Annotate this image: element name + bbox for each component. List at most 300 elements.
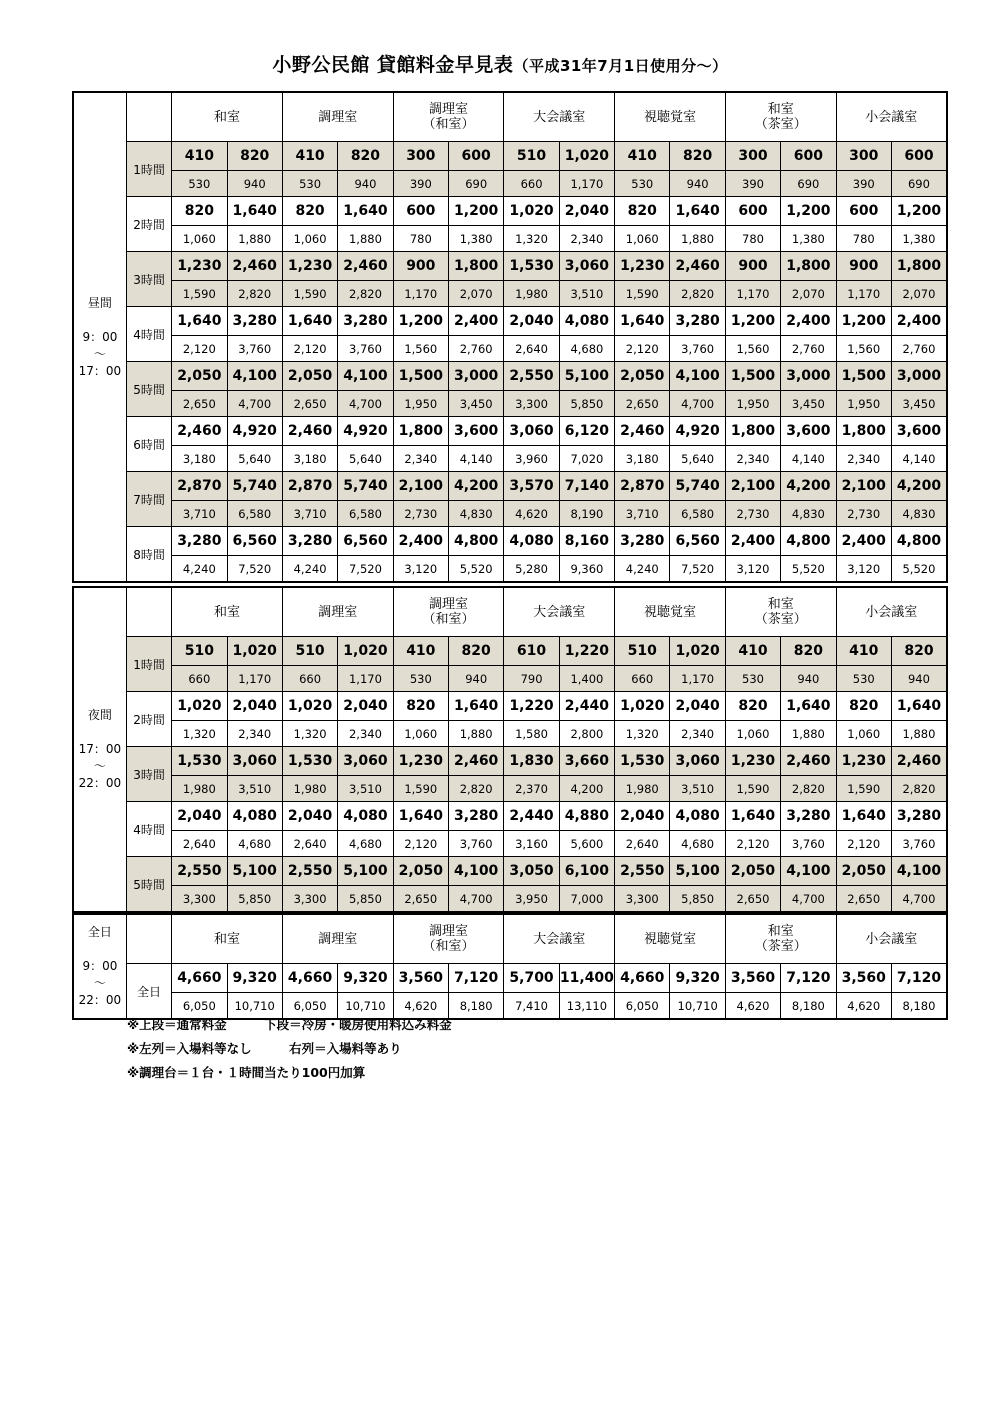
fee-row-lower [73, 281, 947, 307]
fee-upper-cell: 1,020 [615, 692, 670, 721]
fee-lower-cell: 2,120 [172, 336, 227, 362]
fee-lower-cell: 4,830 [448, 501, 503, 527]
room-subname: （和室） [422, 117, 475, 132]
fee-upper-cell: 4,660 [172, 964, 227, 993]
fee-upper-cell: 2,460 [338, 252, 393, 281]
fee-lower-cell: 9,360 [559, 556, 614, 583]
fee-upper-cell: 2,870 [282, 472, 337, 501]
duration-label: 2時間 [126, 197, 171, 252]
fee-upper-cell: 510 [282, 637, 337, 666]
fee-upper-cell: 3,000 [891, 362, 947, 391]
fee-upper-cell: 3,060 [670, 747, 725, 776]
room-name: 視聴覚室 [643, 931, 696, 947]
fee-row-upper [73, 362, 947, 391]
fee-lower-cell: 2,820 [891, 776, 947, 802]
fee-upper-cell: 5,100 [338, 857, 393, 886]
fee-lower-cell: 4,700 [781, 886, 836, 913]
fee-lower-cell: 10,710 [338, 993, 393, 1020]
fee-lower-cell: 2,340 [559, 226, 614, 252]
fee-lower-cell: 530 [282, 171, 337, 197]
fee-lower-cell: 4,140 [781, 446, 836, 472]
room-name: 小会議室 [865, 604, 918, 620]
fee-lower-cell: 3,760 [781, 831, 836, 857]
fee-lower-cell: 3,450 [891, 391, 947, 417]
note-line: ※左列＝入場料等なし 右列＝入場料等あり [127, 1041, 402, 1056]
period-to: 17：00 [78, 363, 122, 378]
period-label: 夜間 [87, 708, 112, 722]
fee-upper-cell: 2,400 [448, 307, 503, 336]
fee-lower-cell: 5,520 [448, 556, 503, 583]
fee-upper-cell: 820 [725, 692, 780, 721]
fee-row-upper [73, 197, 947, 226]
note-line: ※上段＝通常料金 下段＝冷房・暖房使用料込み料金 [127, 1017, 452, 1032]
fee-lower-cell: 3,160 [504, 831, 559, 857]
page-title [0, 50, 1000, 77]
fee-upper-cell: 4,880 [559, 802, 614, 831]
fee-upper-cell: 3,050 [504, 857, 559, 886]
period-tilde: ～ [93, 759, 106, 773]
fee-lower-cell: 660 [172, 666, 227, 692]
fee-lower-cell: 940 [448, 666, 503, 692]
room-header [172, 587, 283, 637]
fee-upper-cell: 1,530 [172, 747, 227, 776]
fee-lower-cell: 780 [725, 226, 780, 252]
fee-lower-cell: 13,110 [559, 993, 614, 1020]
room-name: 和室 [767, 597, 794, 612]
room-subname: （茶室） [754, 117, 807, 132]
fee-lower-cell: 3,300 [615, 886, 670, 913]
fee-upper-cell: 9,320 [338, 964, 393, 993]
fee-lower-cell: 1,980 [504, 281, 559, 307]
fee-lower-cell: 2,730 [725, 501, 780, 527]
fee-upper-cell: 5,100 [227, 857, 282, 886]
period-spacer [74, 724, 126, 741]
fee-upper-cell: 5,740 [670, 472, 725, 501]
period-cell [73, 914, 126, 1019]
fee-upper-cell: 410 [725, 637, 780, 666]
fee-upper-cell: 1,200 [836, 307, 891, 336]
fee-upper-cell: 3,280 [448, 802, 503, 831]
fee-lower-cell: 4,680 [559, 336, 614, 362]
fee-lower-cell: 790 [504, 666, 559, 692]
fee-lower-cell: 1,380 [891, 226, 947, 252]
fee-lower-cell: 780 [393, 226, 448, 252]
fee-lower-cell: 1,060 [725, 721, 780, 747]
fee-lower-cell: 2,120 [725, 831, 780, 857]
fee-lower-cell: 4,620 [836, 993, 891, 1020]
fee-upper-cell: 7,120 [891, 964, 947, 993]
fee-lower-cell: 3,510 [227, 776, 282, 802]
fee-lower-cell: 2,820 [781, 776, 836, 802]
fee-lower-cell: 3,120 [393, 556, 448, 583]
room-name: 和室 [214, 931, 241, 947]
fee-lower-cell: 2,640 [172, 831, 227, 857]
fee-upper-cell: 4,080 [338, 802, 393, 831]
period-cell [73, 92, 126, 582]
fee-row-lower [73, 831, 947, 857]
fee-lower-cell: 5,640 [227, 446, 282, 472]
duration-label: 1時間 [126, 142, 171, 197]
fee-lower-cell: 7,000 [559, 886, 614, 913]
fee-upper-cell: 6,120 [559, 417, 614, 446]
fee-upper-cell: 4,100 [670, 362, 725, 391]
fee-upper-cell: 6,560 [338, 527, 393, 556]
fee-lower-cell: 2,340 [670, 721, 725, 747]
fee-lower-cell: 4,680 [227, 831, 282, 857]
fee-upper-cell: 5,700 [504, 964, 559, 993]
fee-upper-cell: 1,500 [725, 362, 780, 391]
fee-lower-cell: 4,830 [891, 501, 947, 527]
fee-upper-cell: 1,020 [504, 197, 559, 226]
fee-upper-cell: 1,640 [725, 802, 780, 831]
room-header [282, 587, 393, 637]
fee-upper-cell: 820 [836, 692, 891, 721]
fee-lower-cell: 1,590 [725, 776, 780, 802]
fee-row-lower [73, 391, 947, 417]
period-label: 全日 [87, 925, 112, 939]
fee-upper-cell: 11,400 [559, 964, 614, 993]
fee-lower-cell: 3,760 [448, 831, 503, 857]
fee-lower-cell: 5,850 [670, 886, 725, 913]
fee-upper-cell: 1,500 [393, 362, 448, 391]
fee-upper-cell: 7,120 [781, 964, 836, 993]
fee-upper-cell: 1,230 [725, 747, 780, 776]
fee-lower-cell: 2,340 [227, 721, 282, 747]
fee-upper-cell: 1,640 [393, 802, 448, 831]
room-name: 調理室 [318, 931, 358, 947]
fee-lower-cell: 1,590 [282, 281, 337, 307]
fee-lower-cell: 530 [393, 666, 448, 692]
fee-upper-cell: 1,640 [448, 692, 503, 721]
fee-row-lower [73, 556, 947, 583]
fee-upper-cell: 300 [725, 142, 780, 171]
fee-upper-cell: 1,200 [393, 307, 448, 336]
fee-lower-cell: 5,600 [559, 831, 614, 857]
fee-row-lower [73, 666, 947, 692]
fee-lower-cell: 2,070 [448, 281, 503, 307]
room-header [725, 914, 836, 964]
fee-row-upper [73, 307, 947, 336]
fee-lower-cell: 1,580 [504, 721, 559, 747]
fee-upper-cell: 1,640 [891, 692, 947, 721]
fee-lower-cell: 3,510 [559, 281, 614, 307]
fee-upper-cell: 4,080 [559, 307, 614, 336]
fee-lower-cell: 1,320 [504, 226, 559, 252]
duration-label: 1時間 [126, 637, 171, 692]
fee-lower-cell: 2,820 [338, 281, 393, 307]
fee-lower-cell: 1,060 [393, 721, 448, 747]
fee-lower-cell: 940 [891, 666, 947, 692]
period-tilde: ～ [93, 346, 106, 361]
fee-upper-cell: 410 [172, 142, 227, 171]
fee-lower-cell: 660 [504, 171, 559, 197]
fee-lower-cell: 780 [836, 226, 891, 252]
fee-lower-cell: 1,320 [615, 721, 670, 747]
fee-lower-cell: 1,980 [282, 776, 337, 802]
fee-upper-cell: 2,040 [559, 197, 614, 226]
fee-upper-cell: 3,000 [781, 362, 836, 391]
fee-upper-cell: 820 [670, 142, 725, 171]
note-line: ※調理台＝１台・１時間当たり100円加算 [127, 1065, 366, 1080]
fee-lower-cell: 690 [448, 171, 503, 197]
fee-lower-cell: 2,340 [393, 446, 448, 472]
fee-lower-cell: 1,060 [836, 721, 891, 747]
fee-upper-cell: 3,060 [338, 747, 393, 776]
fee-upper-cell: 2,870 [172, 472, 227, 501]
fee-upper-cell: 3,000 [448, 362, 503, 391]
fee-upper-cell: 2,440 [504, 802, 559, 831]
fee-upper-cell: 2,040 [172, 802, 227, 831]
fee-upper-cell: 3,060 [559, 252, 614, 281]
fee-lower-cell: 4,620 [504, 501, 559, 527]
fee-lower-cell: 3,760 [891, 831, 947, 857]
fee-lower-cell: 4,240 [282, 556, 337, 583]
fee-lower-cell: 1,060 [172, 226, 227, 252]
fee-upper-cell: 2,040 [670, 692, 725, 721]
fee-upper-cell: 3,280 [172, 527, 227, 556]
fee-lower-cell: 3,450 [448, 391, 503, 417]
fee-upper-cell: 820 [393, 692, 448, 721]
header-row [73, 914, 947, 964]
fee-upper-cell: 1,640 [615, 307, 670, 336]
fee-lower-cell: 3,180 [172, 446, 227, 472]
fee-upper-cell: 2,400 [393, 527, 448, 556]
fee-lower-cell: 690 [781, 171, 836, 197]
fee-upper-cell: 1,800 [781, 252, 836, 281]
header-blank [126, 92, 171, 142]
period-tilde: ～ [93, 976, 106, 990]
room-subname: （茶室） [754, 612, 807, 627]
fee-lower-cell: 3,760 [227, 336, 282, 362]
fee-upper-cell: 2,550 [282, 857, 337, 886]
room-name: 小会議室 [865, 109, 918, 125]
fee-lower-cell: 2,800 [559, 721, 614, 747]
fee-lower-cell: 1,590 [172, 281, 227, 307]
fee-lower-cell: 940 [781, 666, 836, 692]
fee-lower-cell: 1,170 [559, 171, 614, 197]
fee-upper-cell: 410 [836, 637, 891, 666]
fee-lower-cell: 2,340 [338, 721, 393, 747]
fee-lower-cell: 660 [282, 666, 337, 692]
duration-label: 2時間 [126, 692, 171, 747]
fee-lower-cell: 940 [338, 171, 393, 197]
fee-upper-cell: 4,200 [448, 472, 503, 501]
fee-upper-cell: 1,230 [282, 252, 337, 281]
fee-upper-cell: 4,660 [282, 964, 337, 993]
fee-upper-cell: 1,800 [393, 417, 448, 446]
fee-lower-cell: 4,700 [338, 391, 393, 417]
fee-upper-cell: 1,530 [282, 747, 337, 776]
fee-lower-cell: 8,180 [448, 993, 503, 1020]
fee-upper-cell: 7,120 [448, 964, 503, 993]
fee-row-lower [73, 226, 947, 252]
fee-lower-cell: 5,520 [781, 556, 836, 583]
fee-lower-cell: 8,180 [781, 993, 836, 1020]
room-header [504, 92, 615, 142]
fee-upper-cell: 510 [615, 637, 670, 666]
fee-lower-cell: 1,560 [393, 336, 448, 362]
fee-row-upper [73, 637, 947, 666]
fee-lower-cell: 940 [227, 171, 282, 197]
period-from: 17：00 [78, 742, 122, 756]
fee-upper-cell: 1,230 [615, 252, 670, 281]
fee-upper-cell: 820 [338, 142, 393, 171]
room-name: 調理室 [318, 604, 358, 620]
fee-lower-cell: 1,880 [227, 226, 282, 252]
fee-upper-cell: 3,280 [227, 307, 282, 336]
fee-lower-cell: 5,640 [338, 446, 393, 472]
room-header [725, 587, 836, 637]
fee-lower-cell: 2,650 [282, 391, 337, 417]
fee-upper-cell: 4,920 [670, 417, 725, 446]
fee-upper-cell: 1,200 [781, 197, 836, 226]
fee-upper-cell: 1,640 [172, 307, 227, 336]
fee-upper-cell: 410 [393, 637, 448, 666]
fee-upper-cell: 2,100 [836, 472, 891, 501]
duration-label: 8時間 [126, 527, 171, 583]
fee-lower-cell: 530 [836, 666, 891, 692]
room-name: 大会議室 [533, 604, 586, 620]
fee-upper-cell: 600 [448, 142, 503, 171]
fee-upper-cell: 7,140 [559, 472, 614, 501]
fee-upper-cell: 820 [891, 637, 947, 666]
period-spacer [74, 941, 126, 958]
fee-lower-cell: 1,320 [172, 721, 227, 747]
fee-upper-cell: 5,100 [670, 857, 725, 886]
fee-upper-cell: 1,230 [172, 252, 227, 281]
fee-lower-cell: 2,650 [725, 886, 780, 913]
fee-lower-cell: 2,640 [504, 336, 559, 362]
fee-upper-cell: 2,400 [781, 307, 836, 336]
room-name: 和室 [214, 604, 241, 620]
room-subname: （和室） [422, 612, 475, 627]
fee-upper-cell: 410 [282, 142, 337, 171]
fee-upper-cell: 3,600 [891, 417, 947, 446]
fee-lower-cell: 3,510 [670, 776, 725, 802]
fee-upper-cell: 2,460 [781, 747, 836, 776]
room-header [393, 92, 504, 142]
fee-lower-cell: 2,820 [227, 281, 282, 307]
fee-lower-cell: 5,850 [559, 391, 614, 417]
fee-upper-cell: 510 [172, 637, 227, 666]
fee-lower-cell: 2,650 [836, 886, 891, 913]
fee-lower-cell: 530 [172, 171, 227, 197]
fee-upper-cell: 6,560 [227, 527, 282, 556]
room-name: 和室 [767, 924, 794, 939]
fee-upper-cell: 1,640 [227, 197, 282, 226]
room-subname: （和室） [422, 939, 475, 954]
fee-upper-cell: 6,100 [559, 857, 614, 886]
fee-lower-cell: 3,760 [338, 336, 393, 362]
fee-upper-cell: 9,320 [227, 964, 282, 993]
fee-upper-cell: 2,400 [836, 527, 891, 556]
fee-lower-cell: 4,200 [559, 776, 614, 802]
fee-table [72, 913, 948, 1020]
fee-lower-cell: 1,170 [393, 281, 448, 307]
fee-lower-cell: 4,680 [338, 831, 393, 857]
fee-lower-cell: 940 [670, 171, 725, 197]
fee-lower-cell: 2,340 [725, 446, 780, 472]
room-header [393, 587, 504, 637]
fee-upper-cell: 600 [725, 197, 780, 226]
room-header [836, 92, 947, 142]
fee-upper-cell: 600 [836, 197, 891, 226]
fee-lower-cell: 3,300 [504, 391, 559, 417]
fee-lower-cell: 4,620 [725, 993, 780, 1020]
fee-upper-cell: 1,800 [448, 252, 503, 281]
fee-lower-cell: 1,980 [615, 776, 670, 802]
fee-lower-cell: 1,400 [559, 666, 614, 692]
fee-lower-cell: 5,280 [504, 556, 559, 583]
fee-upper-cell: 900 [393, 252, 448, 281]
fee-upper-cell: 2,460 [282, 417, 337, 446]
room-name: 大会議室 [533, 109, 586, 125]
room-header [504, 914, 615, 964]
header-blank [126, 914, 171, 964]
fee-table [72, 91, 948, 583]
header-row [73, 587, 947, 637]
fee-lower-cell: 2,640 [615, 831, 670, 857]
fee-lower-cell: 5,640 [670, 446, 725, 472]
fee-lower-cell: 7,410 [504, 993, 559, 1020]
room-header [393, 914, 504, 964]
fee-upper-cell: 4,100 [781, 857, 836, 886]
fee-lower-cell: 5,520 [891, 556, 947, 583]
fee-lower-cell: 660 [615, 666, 670, 692]
fee-upper-cell: 510 [504, 142, 559, 171]
fee-upper-cell: 4,100 [338, 362, 393, 391]
fee-lower-cell: 3,450 [781, 391, 836, 417]
fee-upper-cell: 2,050 [172, 362, 227, 391]
fee-upper-cell: 1,800 [836, 417, 891, 446]
period-from: 9：00 [82, 959, 118, 973]
fee-lower-cell: 2,070 [891, 281, 947, 307]
period-to: 22：00 [78, 776, 122, 790]
fee-row-upper [73, 142, 947, 171]
fee-lower-cell: 7,520 [227, 556, 282, 583]
fee-row-upper [73, 802, 947, 831]
fee-lower-cell: 1,950 [836, 391, 891, 417]
fee-upper-cell: 4,920 [227, 417, 282, 446]
fee-upper-cell: 600 [393, 197, 448, 226]
fee-upper-cell: 4,660 [615, 964, 670, 993]
fee-lower-cell: 1,590 [393, 776, 448, 802]
fee-lower-cell: 2,820 [670, 281, 725, 307]
room-header [615, 92, 726, 142]
fee-upper-cell: 1,500 [836, 362, 891, 391]
fee-lower-cell: 4,700 [448, 886, 503, 913]
fee-lower-cell: 10,710 [670, 993, 725, 1020]
fee-lower-cell: 6,580 [338, 501, 393, 527]
fee-row-upper [73, 472, 947, 501]
room-header [504, 587, 615, 637]
fee-lower-cell: 1,590 [836, 776, 891, 802]
fee-lower-cell: 2,340 [836, 446, 891, 472]
room-name: 調理室 [428, 102, 468, 117]
fee-upper-cell: 4,100 [891, 857, 947, 886]
title-sub: （平成31年7月1日使用分～） [513, 57, 728, 75]
fee-lower-cell: 1,170 [227, 666, 282, 692]
fee-row-lower [73, 776, 947, 802]
room-name: 和室 [214, 109, 241, 125]
fee-upper-cell: 1,830 [504, 747, 559, 776]
fee-upper-cell: 2,040 [615, 802, 670, 831]
fee-table [72, 586, 948, 913]
fee-lower-cell: 3,710 [615, 501, 670, 527]
fee-upper-cell: 1,530 [615, 747, 670, 776]
fee-lower-cell: 7,020 [559, 446, 614, 472]
fee-upper-cell: 2,040 [282, 802, 337, 831]
